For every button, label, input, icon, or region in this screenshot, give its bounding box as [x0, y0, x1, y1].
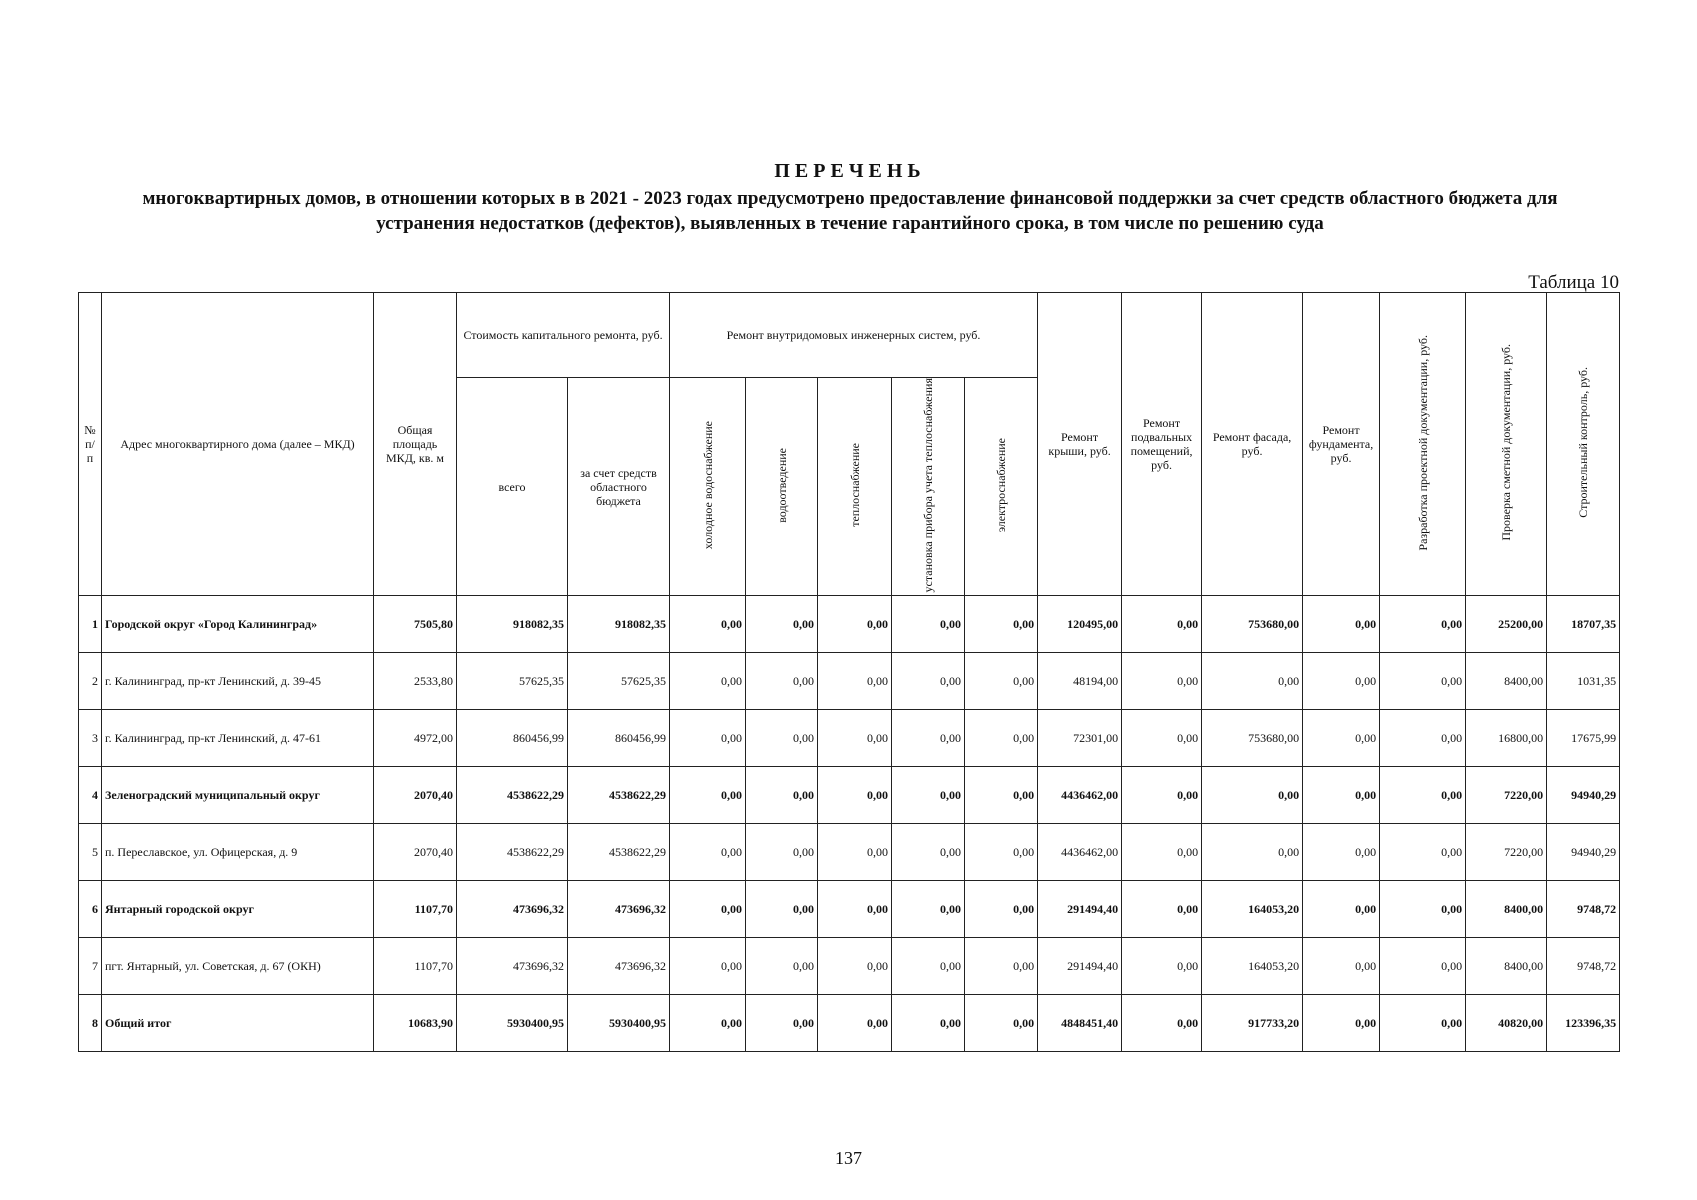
row-address: Общий итог — [102, 995, 374, 1052]
row-number: 6 — [79, 881, 102, 938]
row-value: 0,00 — [1122, 653, 1202, 710]
row-value: 9748,72 — [1547, 938, 1620, 995]
header-heat-meter — [892, 378, 965, 596]
row-value: 48194,00 — [1038, 653, 1122, 710]
row-value: 164053,20 — [1202, 938, 1303, 995]
header-basement: Ремонт подвальных помещений, руб. — [1122, 293, 1202, 596]
header-cost-group: Стоимость капитального ремонта, руб. — [457, 293, 670, 378]
header-foundation: Ремонт фундамента, руб. — [1303, 293, 1380, 596]
header-electricity-text: электроснабжение — [994, 438, 1009, 533]
row-value: 0,00 — [670, 938, 746, 995]
row-value: 917733,20 — [1202, 995, 1303, 1052]
header-heating-text: теплоснабжение — [847, 443, 862, 528]
row-value: 1107,70 — [374, 881, 457, 938]
header-heat-meter-text: установка прибора учета теплоснабжения — [921, 378, 935, 593]
row-value: 0,00 — [892, 710, 965, 767]
header-num: № п/п — [79, 293, 102, 596]
row-value: 25200,00 — [1466, 596, 1547, 653]
row-value: 5930400,95 — [457, 995, 568, 1052]
row-value: 0,00 — [892, 824, 965, 881]
row-value: 17675,99 — [1547, 710, 1620, 767]
row-value: 1031,35 — [1547, 653, 1620, 710]
row-value: 4436462,00 — [1038, 767, 1122, 824]
row-value: 120495,00 — [1038, 596, 1122, 653]
row-value: 0,00 — [1303, 653, 1380, 710]
row-value: 0,00 — [746, 596, 818, 653]
row-value: 18707,35 — [1547, 596, 1620, 653]
row-value: 0,00 — [965, 596, 1038, 653]
header-construction-control-text: Строительный контроль, руб. — [1576, 367, 1591, 519]
row-value: 0,00 — [1303, 995, 1380, 1052]
row-value: 0,00 — [818, 881, 892, 938]
table-row — [79, 824, 1620, 881]
table-row — [79, 596, 1620, 653]
row-value: 0,00 — [892, 881, 965, 938]
row-value: 4538622,29 — [457, 824, 568, 881]
header-heating — [818, 378, 892, 596]
row-value: 0,00 — [965, 710, 1038, 767]
houses-table — [78, 292, 1620, 1052]
row-value: 0,00 — [746, 938, 818, 995]
row-value: 8400,00 — [1466, 938, 1547, 995]
header-design-docs-text: Разработка проектной документации, руб. — [1415, 334, 1430, 551]
table-body — [79, 596, 1620, 1052]
table-header — [79, 293, 1620, 596]
row-value: 473696,32 — [457, 881, 568, 938]
row-value: 10683,90 — [374, 995, 457, 1052]
row-value: 0,00 — [965, 824, 1038, 881]
row-value: 918082,35 — [457, 596, 568, 653]
row-address: г. Калининград, пр-кт Ленинский, д. 39-45 — [102, 653, 374, 710]
row-value: 0,00 — [746, 824, 818, 881]
row-value: 0,00 — [965, 938, 1038, 995]
table-row — [79, 653, 1620, 710]
row-value: 0,00 — [1303, 881, 1380, 938]
row-value: 860456,99 — [568, 710, 670, 767]
row-value: 9748,72 — [1547, 881, 1620, 938]
document-title: ПЕРЕЧЕНЬ — [774, 160, 926, 182]
row-value: 0,00 — [892, 596, 965, 653]
row-value: 0,00 — [892, 995, 965, 1052]
row-number: 3 — [79, 710, 102, 767]
row-value: 94940,29 — [1547, 767, 1620, 824]
row-value: 0,00 — [670, 995, 746, 1052]
row-value: 0,00 — [965, 995, 1038, 1052]
row-value: 8400,00 — [1466, 881, 1547, 938]
row-value: 473696,32 — [568, 938, 670, 995]
header-roof: Ремонт крыши, руб. — [1038, 293, 1122, 596]
row-address: пгт. Янтарный, ул. Советская, д. 67 (ОКН) — [102, 938, 374, 995]
table-row — [79, 710, 1620, 767]
row-value: 4972,00 — [374, 710, 457, 767]
row-value: 5930400,95 — [568, 995, 670, 1052]
row-value: 0,00 — [670, 824, 746, 881]
row-address: п. Переславское, ул. Офицерская, д. 9 — [102, 824, 374, 881]
header-construction-control — [1547, 293, 1620, 596]
row-value: 0,00 — [818, 995, 892, 1052]
row-value: 72301,00 — [1038, 710, 1122, 767]
row-value: 4538622,29 — [568, 767, 670, 824]
row-value: 8400,00 — [1466, 653, 1547, 710]
row-value: 0,00 — [1380, 653, 1466, 710]
row-value: 1107,70 — [374, 938, 457, 995]
row-value: 0,00 — [1303, 710, 1380, 767]
row-address: г. Калининград, пр-кт Ленинский, д. 47-61 — [102, 710, 374, 767]
row-value: 0,00 — [670, 653, 746, 710]
row-value: 0,00 — [746, 995, 818, 1052]
header-area: Общая площадь МКД, кв. м — [374, 293, 457, 596]
row-number: 5 — [79, 824, 102, 881]
table-label: Таблица 10 — [1528, 272, 1619, 293]
table-row — [79, 881, 1620, 938]
header-cold-water — [670, 378, 746, 596]
row-value: 0,00 — [1380, 938, 1466, 995]
row-value: 0,00 — [1122, 938, 1202, 995]
row-value: 123396,35 — [1547, 995, 1620, 1052]
row-value: 860456,99 — [457, 710, 568, 767]
row-number: 1 — [79, 596, 102, 653]
row-value: 0,00 — [1303, 767, 1380, 824]
row-value: 0,00 — [1380, 995, 1466, 1052]
row-value: 0,00 — [818, 710, 892, 767]
row-address: Зеленоградский муниципальный округ — [102, 767, 374, 824]
header-cold-water-text: холодное водоснабжение — [700, 421, 715, 550]
row-value: 16800,00 — [1466, 710, 1547, 767]
row-value: 0,00 — [1202, 824, 1303, 881]
row-value: 0,00 — [818, 938, 892, 995]
row-value: 94940,29 — [1547, 824, 1620, 881]
row-value: 0,00 — [892, 938, 965, 995]
row-value: 4436462,00 — [1038, 824, 1122, 881]
row-value: 0,00 — [1122, 995, 1202, 1052]
row-value: 0,00 — [965, 653, 1038, 710]
row-value: 753680,00 — [1202, 596, 1303, 653]
header-facade: Ремонт фасада, руб. — [1202, 293, 1303, 596]
row-value: 2070,40 — [374, 824, 457, 881]
row-value: 4848451,40 — [1038, 995, 1122, 1052]
row-value: 0,00 — [1303, 596, 1380, 653]
row-value: 0,00 — [1303, 824, 1380, 881]
row-value: 7505,80 — [374, 596, 457, 653]
row-value: 0,00 — [892, 653, 965, 710]
row-value: 0,00 — [670, 710, 746, 767]
row-value: 753680,00 — [1202, 710, 1303, 767]
table-row — [79, 995, 1620, 1052]
row-value: 291494,40 — [1038, 938, 1122, 995]
row-value: 0,00 — [670, 596, 746, 653]
row-value: 0,00 — [1303, 938, 1380, 995]
row-value: 0,00 — [1122, 881, 1202, 938]
row-value: 0,00 — [1122, 596, 1202, 653]
row-value: 2533,80 — [374, 653, 457, 710]
row-value: 0,00 — [892, 767, 965, 824]
row-value: 0,00 — [1122, 824, 1202, 881]
header-cost-regional: за счет средств областного бюджета — [568, 378, 670, 596]
row-value: 291494,40 — [1038, 881, 1122, 938]
row-value: 0,00 — [1380, 710, 1466, 767]
row-value: 4538622,29 — [568, 824, 670, 881]
row-value: 164053,20 — [1202, 881, 1303, 938]
row-value: 0,00 — [746, 710, 818, 767]
header-cost-total: всего — [457, 378, 568, 596]
header-sewerage — [746, 378, 818, 596]
row-value: 0,00 — [818, 824, 892, 881]
row-value: 473696,32 — [568, 881, 670, 938]
row-address: Городской округ «Город Калининград» — [102, 596, 374, 653]
row-number: 4 — [79, 767, 102, 824]
row-number: 8 — [79, 995, 102, 1052]
row-number: 2 — [79, 653, 102, 710]
header-address: Адрес многоквартирного дома (далее – МКД) — [102, 293, 374, 596]
row-value: 0,00 — [1380, 824, 1466, 881]
row-value: 4538622,29 — [457, 767, 568, 824]
row-value: 0,00 — [965, 767, 1038, 824]
row-value: 40820,00 — [1466, 995, 1547, 1052]
row-value: 0,00 — [1122, 710, 1202, 767]
row-value: 0,00 — [746, 653, 818, 710]
header-engineering-group: Ремонт внутридомовых инженерных систем, руб. — [670, 293, 1038, 378]
row-value: 7220,00 — [1466, 767, 1547, 824]
header-estimate-check — [1466, 293, 1547, 596]
row-value: 7220,00 — [1466, 824, 1547, 881]
row-value: 0,00 — [1380, 881, 1466, 938]
row-value: 0,00 — [818, 653, 892, 710]
row-value: 0,00 — [818, 596, 892, 653]
table-row — [79, 938, 1620, 995]
header-electricity — [965, 378, 1038, 596]
row-value: 0,00 — [1380, 767, 1466, 824]
row-address: Янтарный городской округ — [102, 881, 374, 938]
row-value: 918082,35 — [568, 596, 670, 653]
document-subtitle: многоквартирных домов, в отношении которых в в 2021 - 2023 годах предусмотрено предоставление финансовой поддержки за счет средств областного бюджета для устранения недостатков (дефектов), выявленных в течение гарантийного срока, в том числе по решению суда — [142, 188, 1558, 234]
row-value: 57625,35 — [457, 653, 568, 710]
header-design-docs — [1380, 293, 1466, 596]
row-value: 0,00 — [670, 767, 746, 824]
row-value: 0,00 — [1122, 767, 1202, 824]
header-estimate-check-text: Проверка сметной документации, руб. — [1499, 344, 1514, 542]
header-sewerage-text: водоотведение — [774, 447, 789, 523]
row-value: 0,00 — [670, 881, 746, 938]
row-value: 0,00 — [818, 767, 892, 824]
row-value: 0,00 — [1380, 596, 1466, 653]
row-value: 0,00 — [746, 881, 818, 938]
row-value: 0,00 — [1202, 767, 1303, 824]
row-value: 57625,35 — [568, 653, 670, 710]
page-number: 137 — [835, 1148, 862, 1168]
row-value: 473696,32 — [457, 938, 568, 995]
row-number: 7 — [79, 938, 102, 995]
row-value: 0,00 — [965, 881, 1038, 938]
row-value: 0,00 — [1202, 653, 1303, 710]
row-value: 2070,40 — [374, 767, 457, 824]
table-row — [79, 767, 1620, 824]
row-value: 0,00 — [746, 767, 818, 824]
